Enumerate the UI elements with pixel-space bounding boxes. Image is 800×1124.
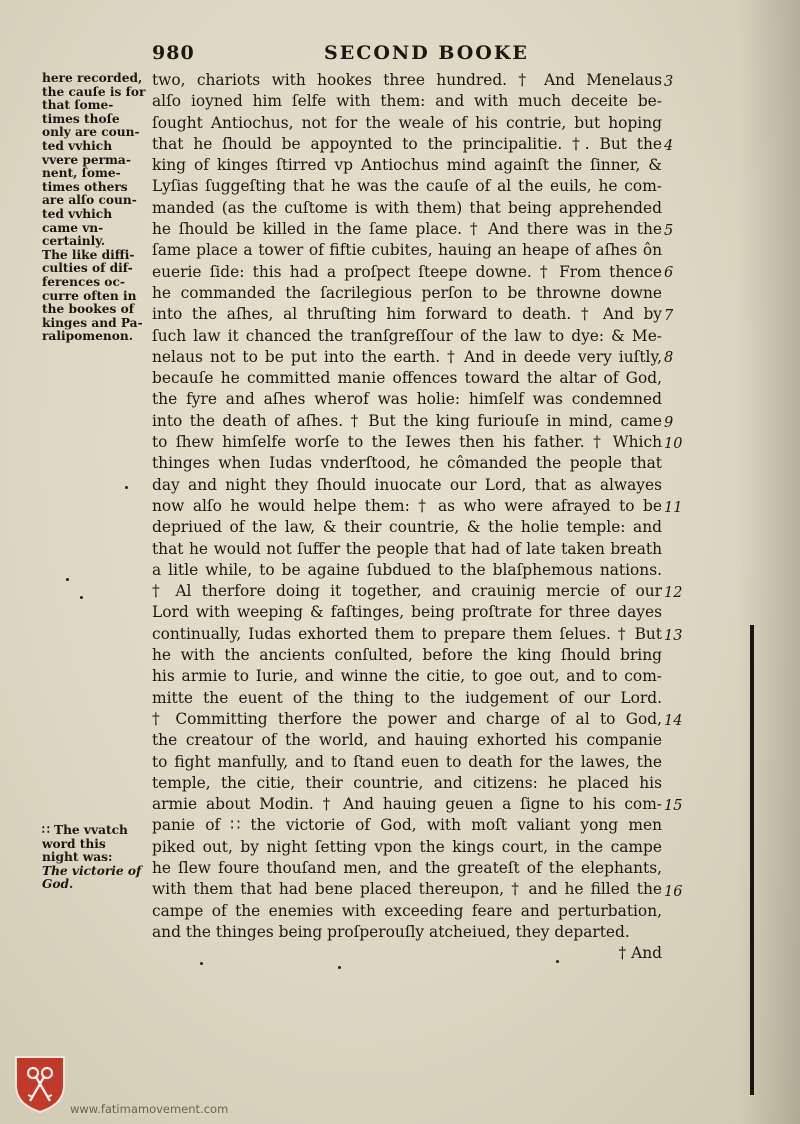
text-line: armie about Modin. † And hauing geuen a ſigne to his com- bbox=[152, 795, 662, 814]
page-edge-shadow bbox=[740, 0, 800, 1124]
text-line: ſame place a tower of fiftie cubites, hauing an heape of aſhes ôn bbox=[152, 241, 662, 260]
text-line: nelaus not to be put into the earth. † And in deede very iuſtly, bbox=[152, 347, 662, 366]
text-line: a litle while, to be againe ſubdued to the blaſphemous nations. bbox=[152, 560, 662, 579]
text-line: into the aſhes, al thruſting him forward to death. † And by bbox=[152, 305, 662, 324]
verse-number: 8 bbox=[664, 350, 674, 366]
text-line: depriued of the law, & their countrie, & the holie temple: and bbox=[152, 518, 662, 537]
text-line: ſuch law it chanced the tranſgreſſour of the law to dye: & Me- bbox=[152, 326, 662, 345]
text-line: now alſo he would helpe them: † as who were afrayed to be bbox=[152, 496, 662, 515]
verse-number: 12 bbox=[664, 585, 683, 601]
margin-dot bbox=[125, 486, 128, 489]
text-line: † Al therfore doing it together, and crauinig mercie of our bbox=[152, 582, 662, 601]
verse-number: 9 bbox=[664, 415, 674, 431]
running-title: SECOND BOOKE bbox=[324, 42, 529, 64]
verse-number: 13 bbox=[664, 628, 683, 644]
verse-number: 10 bbox=[664, 436, 683, 452]
text-line: ſought Antiochus, not for the weale of his contrie, but hoping bbox=[152, 113, 662, 132]
text-line: he commanded the ſacrilegious perſon to be throwne downe bbox=[152, 283, 662, 302]
text-line: day and night they ſhould inuocate our Lord, that as alwayes bbox=[152, 475, 662, 494]
text-line: † Committing therfore the power and charge of al to God, bbox=[152, 709, 662, 728]
text-line: to fight manfully, and to ſtand euen to death for the lawes, the bbox=[152, 752, 662, 771]
text-line: piked out, by night ſetting vpon the kings court, in the campe bbox=[152, 837, 662, 856]
text-line: thinges when Iudas vnderſtood, he cômanded the people that bbox=[152, 454, 662, 473]
papal-keys-shield-icon bbox=[14, 1055, 66, 1113]
text-line: and the thinges being proſperouſly atcheiued, they departed. bbox=[152, 922, 630, 941]
text-line: becauſe he committed manie offences toward the altar of God, bbox=[152, 369, 662, 388]
verse-number: 11 bbox=[664, 500, 683, 516]
text-line: the creatour of the world, and hauing exhorted his companie bbox=[152, 731, 662, 750]
text-line: two, chariots with hookes three hundred. † And Menelaus bbox=[152, 71, 662, 89]
verse-number: 15 bbox=[664, 798, 683, 814]
verse-number: 14 bbox=[664, 713, 683, 729]
text-line: his armie to Iurie, and winne the citie, to goe out, and to com- bbox=[152, 667, 662, 686]
verse-number: 5 bbox=[664, 223, 674, 239]
text-line: he with the ancients conſulted, before the king ſhould bring bbox=[152, 646, 662, 665]
watermark-url: www.fatimamovement.com bbox=[70, 1102, 229, 1116]
text-line: alſo ioyned him ſelfe with them: and with much deceite be- bbox=[152, 92, 662, 111]
text-line: that he would not ſuffer the people that had of late taken breath bbox=[152, 539, 662, 558]
margin-dot bbox=[80, 596, 83, 599]
text-line: mitte the euent of the thing to the iudgement of our Lord. bbox=[152, 688, 662, 707]
main-text-block bbox=[152, 70, 662, 964]
margin-dot bbox=[200, 962, 203, 965]
catchword: † And bbox=[618, 944, 662, 963]
verse-number: 3 bbox=[664, 74, 674, 90]
text-line: Lord with weeping & faſtinges, being proſtrate for three dayes bbox=[152, 603, 662, 622]
text-line: manded (as the cuſtome is with them) that being apprehended bbox=[152, 198, 662, 217]
text-line: into the death of aſhes. † But the king furiouſe in mind, came bbox=[152, 411, 662, 430]
verse-number: 7 bbox=[664, 308, 674, 324]
text-line: he ſlew foure thouſand men, and the greateſt of the elephants, bbox=[152, 858, 662, 877]
margin-dot bbox=[66, 578, 69, 581]
text-line: that he ſhould be appoynted to the principalitie. †. But the bbox=[152, 134, 662, 153]
verse-number: 6 bbox=[664, 265, 674, 281]
page-number: 980 bbox=[152, 42, 195, 64]
margin-note-recorded: here recorded, the cauſe is for that ſome- times thoſe only are coun- ted vvhich vvere perma- nent, ſome- times others are alſo coun- ted vvhich came vn- certainly. The like diffi- culties of dif- ferences oc- curre often in the bookes of kinges and Pa- ralipomenon. bbox=[42, 71, 146, 344]
right-margin-rule bbox=[750, 625, 754, 1095]
verse-number: 16 bbox=[664, 884, 683, 900]
text-line: the fyre and aſhes wherof was holie: himſelf was condemned bbox=[152, 390, 662, 409]
text-line: he ſhould be killed in the ſame place. † And there was in the bbox=[152, 220, 662, 239]
text-line: continually, Iudas exhorted them to prepare them ſelues. † But bbox=[152, 624, 662, 643]
text-line: euerie ſide: this had a proſpect ſteepe downe. † From thence bbox=[152, 262, 662, 281]
text-line: king of kinges ſtirred vp Antiochus mind againſt the ſinner, & bbox=[152, 156, 662, 175]
text-line: panie of ∷ the victorie of God, with moſt valiant yong men bbox=[152, 816, 662, 835]
text-line: temple, the citie, their countrie, and citizens: he placed his bbox=[152, 773, 662, 792]
verse-number: 4 bbox=[664, 138, 674, 154]
text-line: Lyſias ſuggeſting that he was the cauſe of al the euils, he com- bbox=[152, 177, 662, 196]
margin-dot bbox=[338, 966, 341, 969]
text-line: with them that had bene placed thereupon, † and he filled the bbox=[152, 880, 662, 899]
margin-dot bbox=[556, 960, 559, 963]
text-line: to ſhew himſelfe worſe to the Iewes then his father. † Which bbox=[152, 433, 662, 452]
margin-note-watchword: ∷ The vvatch word this night was: The victorie of God. bbox=[42, 823, 142, 892]
text-line: campe of the enemies with exceeding feare and perturbation, bbox=[152, 901, 662, 920]
